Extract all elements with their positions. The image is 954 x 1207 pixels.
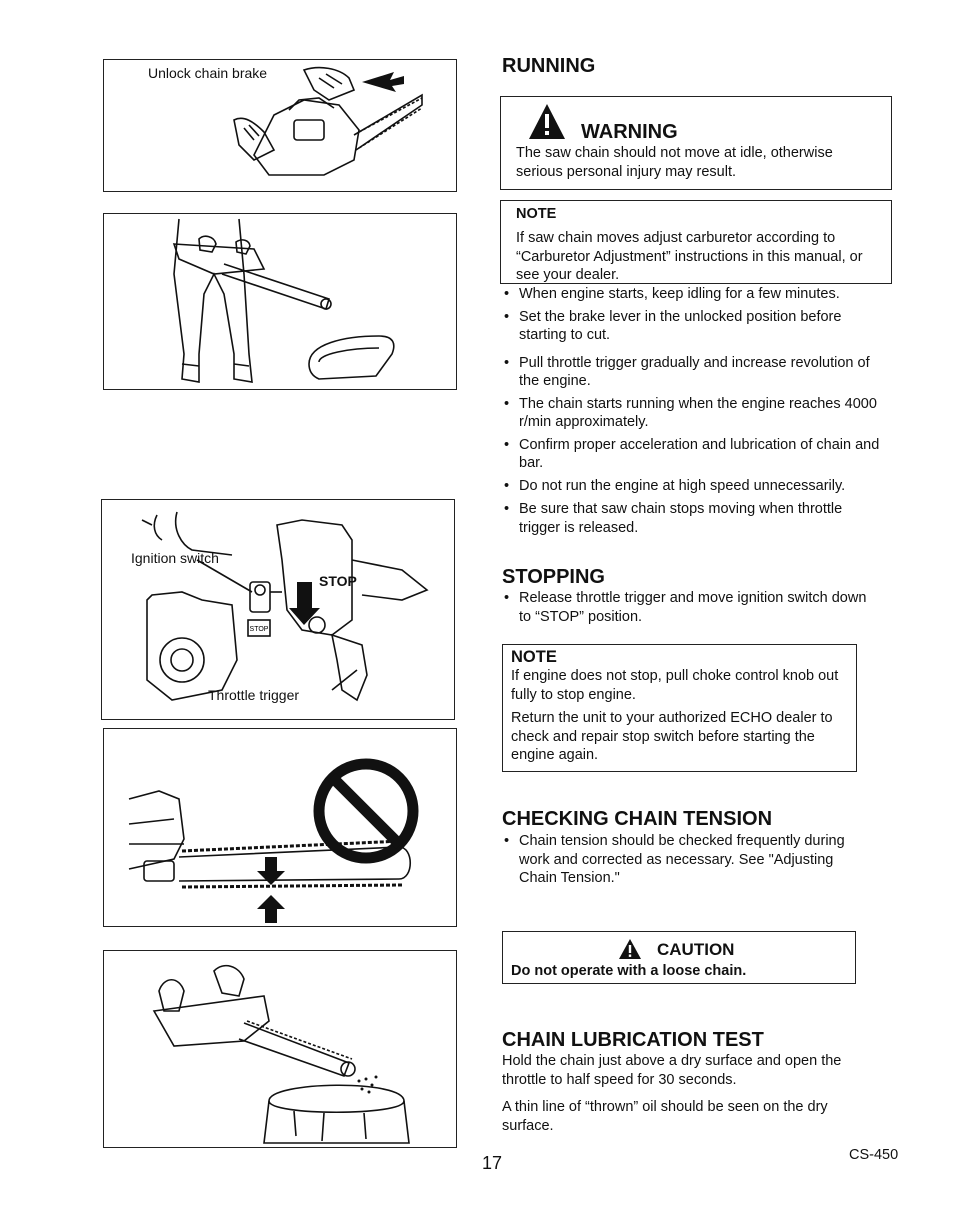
running-note-title: NOTE [516, 206, 557, 222]
figure-operator-stance [103, 213, 457, 390]
operator-stance-illustration [104, 214, 456, 389]
list-item: • Be sure that saw chain stops moving when throttle trigger is released. [502, 500, 887, 537]
figure-loose-chain [103, 728, 457, 927]
stopping-bullets [502, 589, 872, 626]
list-item: • Do not run the engine at high speed unnecessarily. [502, 477, 887, 496]
arrow-up-icon [257, 895, 285, 923]
stopping-note-p1: If engine does not stop, pull choke control knob out fully to stop engine. [511, 668, 839, 703]
stopping-note-p2: Return the unit to your authorized ECHO dealer to check and repair stop switch before starting the engine again. [511, 710, 833, 763]
list-item: • Chain tension should be checked frequently during work and corrected as necessary. See "Adjusting Chain Tension." [502, 832, 847, 888]
caution-title: CAUTION [657, 940, 735, 959]
lubrication-p1: Hold the chain just above a dry surface and open the throttle to half speed for 30 seconds. [502, 1053, 842, 1088]
warning-title: WARNING [581, 121, 678, 143]
figure-unlock-chain-brake [103, 59, 457, 192]
unlock-chain-brake-label: Unlock chain brake [148, 65, 268, 81]
ignition-switch-label: Ignition switch [131, 550, 219, 566]
unlock-chain-brake-illustration [104, 60, 456, 191]
warning-box [500, 96, 892, 190]
list-item: • The chain starts running when the engine reaches 4000 r/min approximately. [502, 395, 887, 432]
warning-text: The saw chain should not move at idle, otherwise serious personal injury may result. [516, 145, 833, 180]
caution-box [502, 931, 856, 984]
lubrication-p2: A thin line of “thrown” oil should be seen on the dry surface. [502, 1099, 828, 1134]
loose-chain-illustration [104, 729, 456, 926]
running-note-box [500, 200, 892, 284]
stopping-heading: STOPPING [502, 566, 605, 588]
lubrication-heading: CHAIN LUBRICATION TEST [502, 1029, 764, 1051]
list-item: • Pull throttle trigger gradually and increase revolution of the engine. [502, 354, 887, 391]
stopping-note-title: NOTE [511, 648, 557, 666]
stop-label: STOP [319, 573, 357, 589]
running-note-text: If saw chain moves adjust carburetor according to “Carburetor Adjustment” instructions in this manual, or see your dealer. [516, 230, 863, 283]
list-item: • Confirm proper acceleration and lubrication of chain and bar. [502, 436, 887, 473]
throttle-trigger-label: Throttle trigger [208, 687, 300, 703]
model-number: CS-450 [849, 1147, 899, 1163]
page-number: 17 [482, 1153, 503, 1173]
list-item: • Release throttle trigger and move ignition switch down to “STOP” position. [502, 589, 872, 626]
list-item: • Set the brake lever in the unlocked position before starting to cut. [502, 308, 887, 345]
running-bullets [502, 285, 887, 537]
stop-plate-label: STOP [249, 626, 269, 633]
tension-heading: CHECKING CHAIN TENSION [502, 808, 773, 830]
stopping-note-box [502, 644, 857, 772]
caution-text: Do not operate with a loose chain. [511, 963, 747, 979]
warning-icon [527, 102, 567, 142]
figure-lubrication-test [103, 950, 457, 1148]
figure-ignition-switch [101, 499, 455, 720]
tension-bullets [502, 832, 847, 888]
lubrication-test-illustration [104, 951, 456, 1147]
list-item: • When engine starts, keep idling for a few minutes. [502, 285, 887, 304]
caution-icon [618, 938, 642, 960]
running-heading: RUNNING [502, 55, 596, 77]
